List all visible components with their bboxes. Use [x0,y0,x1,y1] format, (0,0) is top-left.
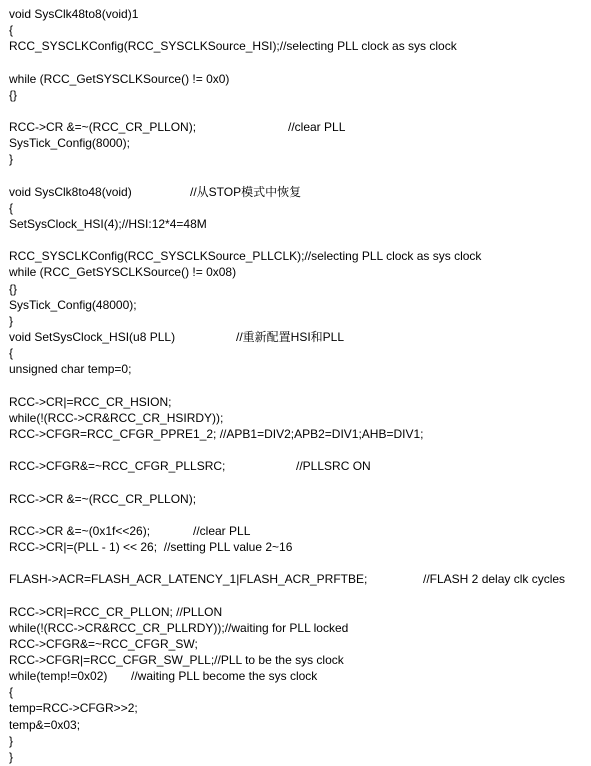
code-line [9,653,584,667]
code-line [9,249,584,263]
code-text: } [9,152,14,167]
code-line [9,104,584,118]
code-text: RCC->CR &=~(RCC_CR_PLLON); [9,120,197,134]
code-text: { [9,200,14,215]
code-line [9,427,584,441]
code-text: RCC->CR|=(PLL - 1) << 26; //setting PLL value 2~16 [9,539,293,554]
code-text: RCC_SYSCLKConfig(RCC_SYSCLKSource_PLLCLK);//selecting PLL clock as sys clock [9,249,482,264]
code-line [9,23,584,37]
code-text: RCC->CFGR|=RCC_CFGR_SW_PLL;//PLL to be the sys clock [9,653,344,667]
code-line [9,346,584,360]
code-comment: //clear PLL [288,120,346,134]
code-line [9,265,584,279]
code-line [9,540,584,554]
code-text: SysTick_Config(48000); [9,297,137,312]
code-line [9,637,584,651]
code-text: { [9,685,14,700]
code-line [9,718,584,732]
code-line [9,492,584,506]
code-text: void SysClk48to8(void)1 [9,7,139,21]
code-comment: //waiting PLL become the sys clock [131,669,318,684]
code-text: while(temp!=0x02) [9,669,108,684]
code-line [9,508,584,522]
code-comment: //从STOP模式中恢复 [190,184,302,199]
code-line [9,395,584,409]
code-text: void SysClk8to48(void) [9,184,132,199]
code-line [9,362,584,376]
code-line [9,685,584,699]
code-line [9,55,584,69]
code-line [9,233,584,247]
code-line [9,459,584,473]
code-text: SysTick_Config(8000); [9,136,130,151]
code-line [9,88,584,102]
code-text: FLASH->ACR=FLASH_ACR_LATENCY_1|FLASH_ACR_PRFTBE; [9,572,368,587]
code-line [9,524,584,538]
code-line [9,136,584,150]
code-text: while (RCC_GetSYSCLKSource() != 0x0) [9,71,230,86]
code-line [9,72,584,86]
code-line [9,750,584,764]
code-line [9,39,584,53]
code-text: {} [9,87,18,102]
code-text: {} [9,281,18,296]
code-text: RCC->CFGR&=~RCC_CFGR_PLLSRC; [9,459,226,474]
code-text: RCC->CFGR=RCC_CFGR_PPRE1_2; //APB1=DIV2;APB2=DIV1;AHB=DIV1; [9,426,424,441]
code-line [9,282,584,296]
code-line [9,669,584,683]
code-comment: //FLASH 2 delay clk cycles [423,572,566,587]
code-line [9,169,584,183]
code-text: RCC->CR|=RCC_CR_PLLON; //PLLON [9,604,223,619]
code-line [9,605,584,619]
code-text: unsigned char temp=0; [9,362,132,377]
code-line [9,588,584,602]
code-line [9,443,584,457]
code-text: RCC->CR|=RCC_CR_HSION; [9,394,172,409]
code-text: temp&=0x03; [9,717,81,732]
code-text: } [9,749,14,764]
code-text: while(!(RCC->CR&RCC_CR_HSIRDY)); [9,410,224,425]
code-line [9,475,584,489]
code-line [9,314,584,328]
code-line [9,411,584,425]
code-line [9,556,584,570]
code-text: while(!(RCC->CR&RCC_CR_PLLRDY));//waiting for PLL locked [9,620,349,635]
code-text: RCC->CR &=~(0x1f<<26); [9,523,151,538]
code-text: RCC->CR &=~(RCC_CR_PLLON); [9,491,197,506]
code-line [9,572,584,586]
code-text: temp=RCC->CFGR>>2; [9,701,138,716]
code-line [9,621,584,635]
code-line [9,201,584,215]
code-text: RCC_SYSCLKConfig(RCC_SYSCLKSource_HSI);//selecting PLL clock as sys clock [9,39,457,54]
code-text: { [9,23,14,38]
code-text: RCC->CFGR&=~RCC_CFGR_SW; [9,636,198,651]
code-line [9,120,584,134]
code-text: { [9,346,14,361]
code-text: void SetSysClock_HSI(u8 PLL) [9,330,176,344]
code-line [9,217,584,231]
code-comment: //clear PLL [193,523,251,538]
code-text: } [9,733,14,748]
code-line [9,330,584,344]
code-line [9,7,584,21]
code-line [9,152,584,166]
code-line [9,734,584,748]
code-comment: //PLLSRC ON [296,459,371,474]
code-text: while (RCC_GetSYSCLKSource() != 0x08) [9,265,237,280]
code-comment: //重新配置HSI和PLL [236,330,345,344]
code-line [9,701,584,715]
code-line [9,298,584,312]
code-text: } [9,313,14,328]
code-line [9,185,584,199]
code-text: SetSysClock_HSI(4);//HSI:12*4=48M [9,216,207,231]
code-line [9,378,584,392]
